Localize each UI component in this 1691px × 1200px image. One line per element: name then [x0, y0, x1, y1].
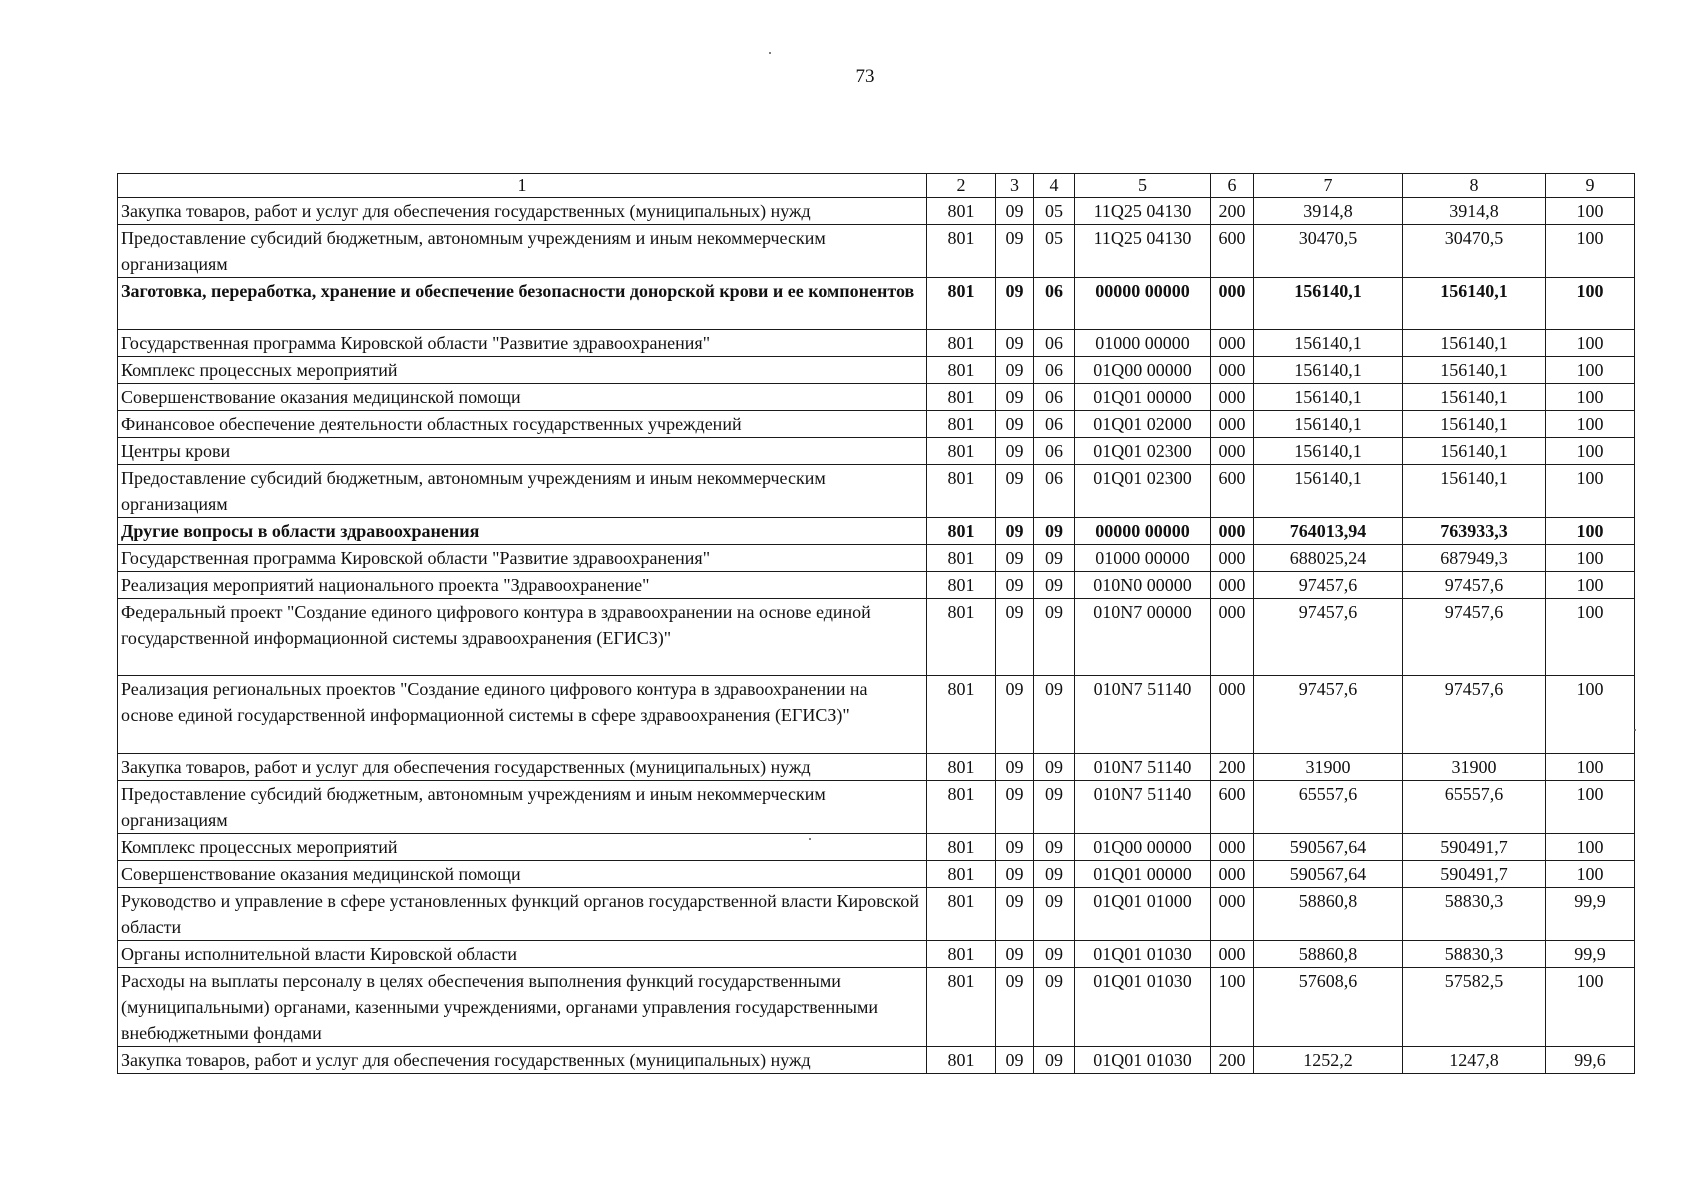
cell-expense-type: 100: [1211, 968, 1254, 1047]
table-row: [118, 225, 1635, 278]
cell-subsection: 05: [1034, 225, 1075, 278]
table-row: [118, 278, 1635, 330]
cell-section: 09: [996, 1047, 1034, 1074]
cell-target-article: 01Q01 02300: [1075, 465, 1211, 518]
cell-expense-type: 000: [1211, 545, 1254, 572]
cell-target-article: 00000 00000: [1075, 518, 1211, 545]
cell-executed: 590491,7: [1403, 861, 1546, 888]
cell-name: Комплекс процессных мероприятий: [118, 357, 927, 384]
cell-section: 09: [996, 411, 1034, 438]
cell-planned: 156140,1: [1254, 357, 1403, 384]
cell-section: 09: [996, 572, 1034, 599]
cell-executed: 30470,5: [1403, 225, 1546, 278]
cell-planned: 156140,1: [1254, 411, 1403, 438]
header-cell: 1: [118, 174, 927, 198]
cell-name: Предоставление субсидий бюджетным, автономным учреждениям и иным некоммерческим организациям: [118, 465, 927, 518]
table-header-row: [118, 174, 1635, 198]
cell-planned: 65557,6: [1254, 781, 1403, 834]
table-row: [118, 545, 1635, 572]
cell-section: 09: [996, 754, 1034, 781]
cell-executed: 3914,8: [1403, 198, 1546, 225]
table-row: [118, 198, 1635, 225]
cell-planned: 156140,1: [1254, 330, 1403, 357]
cell-percent: 99,9: [1546, 888, 1635, 941]
cell-chapter: 801: [927, 781, 996, 834]
cell-expense-type: 000: [1211, 278, 1254, 330]
cell-percent: 100: [1546, 518, 1635, 545]
cell-name: Закупка товаров, работ и услуг для обеспечения государственных (муниципальных) нужд: [118, 198, 927, 225]
cell-chapter: 801: [927, 438, 996, 465]
cell-target-article: 01Q01 00000: [1075, 384, 1211, 411]
cell-executed: 687949,3: [1403, 545, 1546, 572]
table-row: [118, 676, 1635, 754]
table-row: [118, 1047, 1635, 1074]
cell-expense-type: 000: [1211, 834, 1254, 861]
header-cell: 5: [1075, 174, 1211, 198]
cell-executed: 156140,1: [1403, 465, 1546, 518]
cell-expense-type: 000: [1211, 941, 1254, 968]
cell-section: 09: [996, 834, 1034, 861]
cell-executed: 156140,1: [1403, 438, 1546, 465]
cell-section: 09: [996, 545, 1034, 572]
cell-section: 09: [996, 198, 1034, 225]
table-row: [118, 465, 1635, 518]
header-cell: 6: [1211, 174, 1254, 198]
header-cell: 8: [1403, 174, 1546, 198]
cell-chapter: 801: [927, 225, 996, 278]
cell-section: 09: [996, 888, 1034, 941]
cell-planned: 590567,64: [1254, 861, 1403, 888]
cell-name: Федеральный проект "Создание единого цифрового контура в здравоохранении на основе единой государственной информационной системы здравоохранения (ЕГИСЗ)": [118, 599, 927, 676]
cell-planned: 31900: [1254, 754, 1403, 781]
cell-chapter: 801: [927, 278, 996, 330]
cell-expense-type: 000: [1211, 330, 1254, 357]
header-cell: 9: [1546, 174, 1635, 198]
cell-name: Совершенствование оказания медицинской помощи: [118, 384, 927, 411]
cell-chapter: 801: [927, 465, 996, 518]
cell-planned: 156140,1: [1254, 278, 1403, 330]
cell-expense-type: 000: [1211, 384, 1254, 411]
cell-expense-type: 600: [1211, 465, 1254, 518]
table-row: [118, 330, 1635, 357]
cell-target-article: 01Q01 02300: [1075, 438, 1211, 465]
header-cell: 7: [1254, 174, 1403, 198]
cell-planned: 97457,6: [1254, 599, 1403, 676]
cell-executed: 156140,1: [1403, 384, 1546, 411]
cell-subsection: 05: [1034, 198, 1075, 225]
cell-expense-type: 000: [1211, 676, 1254, 754]
cell-percent: 100: [1546, 545, 1635, 572]
cell-target-article: 01Q01 01030: [1075, 941, 1211, 968]
cell-expense-type: 600: [1211, 225, 1254, 278]
cell-planned: 1252,2: [1254, 1047, 1403, 1074]
cell-chapter: 801: [927, 941, 996, 968]
cell-expense-type: 600: [1211, 781, 1254, 834]
cell-name: Руководство и управление в сфере установленных функций органов государственной власти Кировской области: [118, 888, 927, 941]
cell-target-article: 11Q25 04130: [1075, 198, 1211, 225]
cell-name: Государственная программа Кировской области "Развитие здравоохранения": [118, 545, 927, 572]
budget-table: [117, 173, 1635, 1074]
cell-chapter: 801: [927, 834, 996, 861]
cell-planned: 3914,8: [1254, 198, 1403, 225]
scan-speck: [809, 838, 811, 840]
cell-subsection: 09: [1034, 545, 1075, 572]
cell-target-article: 010N0 00000: [1075, 572, 1211, 599]
cell-expense-type: 200: [1211, 1047, 1254, 1074]
cell-executed: 156140,1: [1403, 330, 1546, 357]
cell-chapter: 801: [927, 861, 996, 888]
cell-percent: 100: [1546, 676, 1635, 754]
cell-subsection: 06: [1034, 357, 1075, 384]
cell-planned: 590567,64: [1254, 834, 1403, 861]
cell-target-article: 010N7 51140: [1075, 781, 1211, 834]
cell-chapter: 801: [927, 518, 996, 545]
cell-percent: 100: [1546, 599, 1635, 676]
cell-target-article: 01Q00 00000: [1075, 834, 1211, 861]
cell-subsection: 06: [1034, 465, 1075, 518]
table-row: [118, 941, 1635, 968]
cell-subsection: 09: [1034, 676, 1075, 754]
cell-chapter: 801: [927, 572, 996, 599]
cell-section: 09: [996, 781, 1034, 834]
cell-expense-type: 000: [1211, 357, 1254, 384]
cell-percent: 100: [1546, 861, 1635, 888]
cell-subsection: 09: [1034, 599, 1075, 676]
cell-chapter: 801: [927, 599, 996, 676]
cell-percent: 100: [1546, 357, 1635, 384]
cell-section: 09: [996, 225, 1034, 278]
cell-planned: 156140,1: [1254, 384, 1403, 411]
cell-expense-type: 000: [1211, 861, 1254, 888]
cell-executed: 156140,1: [1403, 357, 1546, 384]
cell-subsection: 06: [1034, 278, 1075, 330]
cell-planned: 58860,8: [1254, 941, 1403, 968]
cell-chapter: 801: [927, 357, 996, 384]
cell-subsection: 09: [1034, 941, 1075, 968]
cell-name: Другие вопросы в области здравоохранения: [118, 518, 927, 545]
table-row: [118, 518, 1635, 545]
cell-percent: 99,6: [1546, 1047, 1635, 1074]
cell-section: 09: [996, 968, 1034, 1047]
cell-target-article: 01Q00 00000: [1075, 357, 1211, 384]
cell-planned: 57608,6: [1254, 968, 1403, 1047]
cell-chapter: 801: [927, 754, 996, 781]
cell-name: Органы исполнительной власти Кировской области: [118, 941, 927, 968]
cell-expense-type: 200: [1211, 198, 1254, 225]
cell-target-article: 01Q01 01030: [1075, 1047, 1211, 1074]
cell-chapter: 801: [927, 545, 996, 572]
cell-percent: 100: [1546, 330, 1635, 357]
cell-target-article: 01Q01 02000: [1075, 411, 1211, 438]
cell-percent: 100: [1546, 225, 1635, 278]
cell-executed: 1247,8: [1403, 1047, 1546, 1074]
cell-percent: 100: [1546, 754, 1635, 781]
cell-percent: 100: [1546, 781, 1635, 834]
table-row: [118, 834, 1635, 861]
cell-subsection: 09: [1034, 572, 1075, 599]
cell-name: Заготовка, переработка, хранение и обеспечение безопасности донорской крови и ее компонентов: [118, 278, 927, 330]
cell-executed: 97457,6: [1403, 599, 1546, 676]
cell-subsection: 09: [1034, 834, 1075, 861]
cell-name: Предоставление субсидий бюджетным, автономным учреждениям и иным некоммерческим организациям: [118, 781, 927, 834]
table-row: [118, 968, 1635, 1047]
cell-expense-type: 000: [1211, 599, 1254, 676]
cell-name: Реализация региональных проектов "Создание единого цифрового контура в здравоохранении на основе единой государственной информационной системы в сфере здравоохранения (ЕГИСЗ)": [118, 676, 927, 754]
cell-planned: 97457,6: [1254, 676, 1403, 754]
cell-section: 09: [996, 676, 1034, 754]
cell-expense-type: 000: [1211, 438, 1254, 465]
cell-section: 09: [996, 384, 1034, 411]
cell-expense-type: 000: [1211, 888, 1254, 941]
cell-target-article: 01Q01 00000: [1075, 861, 1211, 888]
cell-target-article: 00000 00000: [1075, 278, 1211, 330]
cell-percent: 100: [1546, 834, 1635, 861]
cell-name: Совершенствование оказания медицинской помощи: [118, 861, 927, 888]
cell-name: Реализация мероприятий национального проекта "Здравоохранение": [118, 572, 927, 599]
cell-name: Комплекс процессных мероприятий: [118, 834, 927, 861]
cell-section: 09: [996, 599, 1034, 676]
cell-expense-type: 000: [1211, 518, 1254, 545]
cell-planned: 688025,24: [1254, 545, 1403, 572]
cell-chapter: 801: [927, 676, 996, 754]
cell-percent: 100: [1546, 198, 1635, 225]
cell-executed: 156140,1: [1403, 411, 1546, 438]
cell-name: Финансовое обеспечение деятельности областных государственных учреждений: [118, 411, 927, 438]
cell-executed: 57582,5: [1403, 968, 1546, 1047]
cell-executed: 65557,6: [1403, 781, 1546, 834]
cell-percent: 100: [1546, 572, 1635, 599]
cell-target-article: 010N7 51140: [1075, 676, 1211, 754]
cell-target-article: 010N7 51140: [1075, 754, 1211, 781]
table-row: [118, 438, 1635, 465]
cell-name: Центры крови: [118, 438, 927, 465]
cell-section: 09: [996, 278, 1034, 330]
cell-subsection: 06: [1034, 438, 1075, 465]
table-row: [118, 599, 1635, 676]
cell-section: 09: [996, 861, 1034, 888]
cell-executed: 156140,1: [1403, 278, 1546, 330]
cell-chapter: 801: [927, 1047, 996, 1074]
cell-subsection: 06: [1034, 384, 1075, 411]
cell-expense-type: 000: [1211, 411, 1254, 438]
cell-section: 09: [996, 330, 1034, 357]
cell-chapter: 801: [927, 968, 996, 1047]
cell-percent: 100: [1546, 411, 1635, 438]
cell-percent: 100: [1546, 278, 1635, 330]
table-row: [118, 861, 1635, 888]
table-row: [118, 357, 1635, 384]
cell-executed: 97457,6: [1403, 676, 1546, 754]
cell-planned: 97457,6: [1254, 572, 1403, 599]
cell-percent: 100: [1546, 465, 1635, 518]
cell-section: 09: [996, 438, 1034, 465]
table-row: [118, 411, 1635, 438]
cell-subsection: 09: [1034, 518, 1075, 545]
cell-executed: 58830,3: [1403, 941, 1546, 968]
cell-subsection: 09: [1034, 781, 1075, 834]
cell-section: 09: [996, 465, 1034, 518]
cell-target-article: 11Q25 04130: [1075, 225, 1211, 278]
cell-name: Закупка товаров, работ и услуг для обеспечения государственных (муниципальных) нужд: [118, 754, 927, 781]
table-row: [118, 754, 1635, 781]
cell-planned: 30470,5: [1254, 225, 1403, 278]
cell-executed: 590491,7: [1403, 834, 1546, 861]
cell-chapter: 801: [927, 330, 996, 357]
cell-target-article: 010N7 00000: [1075, 599, 1211, 676]
cell-percent: 100: [1546, 384, 1635, 411]
cell-chapter: 801: [927, 411, 996, 438]
cell-executed: 763933,3: [1403, 518, 1546, 545]
table-row: [118, 572, 1635, 599]
table-row: [118, 384, 1635, 411]
cell-executed: 58830,3: [1403, 888, 1546, 941]
header-cell: 2: [927, 174, 996, 198]
scan-speck: [769, 52, 771, 54]
header-cell: 4: [1034, 174, 1075, 198]
cell-name: Государственная программа Кировской области "Развитие здравоохранения": [118, 330, 927, 357]
cell-subsection: 09: [1034, 888, 1075, 941]
table-row: [118, 888, 1635, 941]
cell-chapter: 801: [927, 888, 996, 941]
cell-planned: 156140,1: [1254, 438, 1403, 465]
cell-planned: 764013,94: [1254, 518, 1403, 545]
cell-subsection: 09: [1034, 968, 1075, 1047]
cell-subsection: 06: [1034, 411, 1075, 438]
cell-name: Закупка товаров, работ и услуг для обеспечения государственных (муниципальных) нужд: [118, 1047, 927, 1074]
cell-section: 09: [996, 941, 1034, 968]
header-cell: 3: [996, 174, 1034, 198]
cell-subsection: 09: [1034, 861, 1075, 888]
cell-subsection: 09: [1034, 754, 1075, 781]
cell-target-article: 01Q01 01030: [1075, 968, 1211, 1047]
cell-section: 09: [996, 357, 1034, 384]
table-body: [118, 198, 1635, 1074]
page-number: 73: [855, 66, 875, 87]
cell-executed: 97457,6: [1403, 572, 1546, 599]
cell-target-article: 01Q01 01000: [1075, 888, 1211, 941]
cell-name: Предоставление субсидий бюджетным, автономным учреждениям и иным некоммерческим организациям: [118, 225, 927, 278]
cell-subsection: 06: [1034, 330, 1075, 357]
cell-target-article: 01000 00000: [1075, 545, 1211, 572]
scan-speck: [1634, 729, 1636, 731]
cell-executed: 31900: [1403, 754, 1546, 781]
cell-percent: 100: [1546, 438, 1635, 465]
cell-section: 09: [996, 518, 1034, 545]
cell-planned: 58860,8: [1254, 888, 1403, 941]
cell-percent: 99,9: [1546, 941, 1635, 968]
cell-chapter: 801: [927, 198, 996, 225]
table-row: [118, 781, 1635, 834]
cell-percent: 100: [1546, 968, 1635, 1047]
cell-planned: 156140,1: [1254, 465, 1403, 518]
cell-chapter: 801: [927, 384, 996, 411]
cell-subsection: 09: [1034, 1047, 1075, 1074]
cell-expense-type: 000: [1211, 572, 1254, 599]
cell-name: Расходы на выплаты персоналу в целях обеспечения выполнения функций государственными (муниципальными) органами, казенными учреждениями, органами управления государственными внебюджетными фондами: [118, 968, 927, 1047]
cell-expense-type: 200: [1211, 754, 1254, 781]
cell-target-article: 01000 00000: [1075, 330, 1211, 357]
